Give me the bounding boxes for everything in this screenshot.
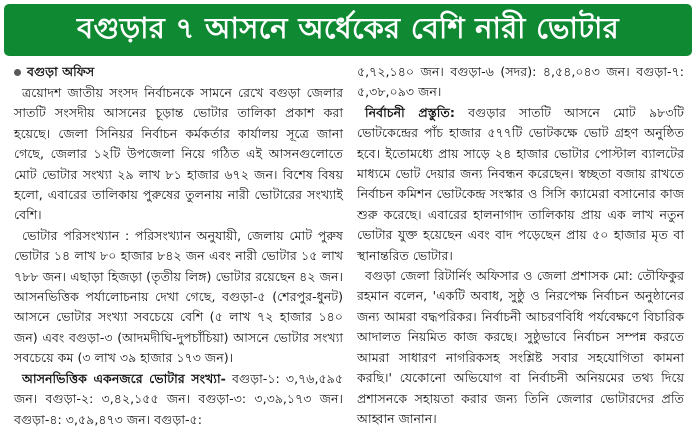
paragraph-intro: ত্রয়োদশ জাতীয় সংসদ নির্বাচনকে সামনে রেখে বগুড়া জেলার সাতটি সংসদীয় আসনের চূড়ান্ত ভোটার তালিকা প্রকাশ করা হয়েছে। জেলা সিনিয়র নির্বাচন কর্মকর্তার কার্যালয় সূত্রে জানা গেছে, জেলার ১২টি উপজেলা নিয়ে গঠিত এই আসনগুলোতে মোট ভোটার সংখ্যা ২৯ লাখ ৮১ হাজার ৬৭২ জন। বিশেষ বিষয় হলো, এবারের তালিকায় পুরুষের তুলনায় নারী ভোটারের সংখ্যাই বেশি।: [14, 85, 343, 223]
article-column-right: [357, 62, 684, 429]
paragraph-seat-wise-continued: ৫,৭২,১৪০ জন। বগুড়া-৬ (সদর): ৪,৫৪,০৪৩ জন। বগুড়া-৭: ৫,৩৮,০৯৩ জন।: [357, 64, 684, 100]
article-column-left: [14, 62, 343, 430]
paragraph-election-preparation: [357, 103, 684, 266]
paragraph-seat-wise: [14, 369, 343, 430]
seat-wise-body: বগুড়া-১: ৩,৭৬,৫৯৫ জন। বগুড়া-২: ৩,৪২,১৫৫ জন। বগুড়া-৩: ৩,৩৯,১৭৩ জন। বগুড়া-৪: ৩,৫৯,৪৭৩ জন। বগুড়া-৫:: [14, 370, 343, 427]
preparation-body: বগুড়ার সাতটি আসনে মোট ৯৮৩টি ভোটকেন্দ্রের পাঁচ হাজার ৫৭৭টি ভোটকক্ষে ভোট গ্রহণ অনুষ্ঠিত হবে। ইতোমধ্যে প্রায় সাড়ে ২৪ হাজার ভোটার পোস্টাল ব্যালটের মাধ্যমে ভোট দেয়ার জন্য নিবন্ধন করেছেন। স্বচ্ছতা বজায় রাখতে নির্বাচন কমিশন ভোটকেন্দ্র সংস্কার ও সিসি ক্যামেরা বসানোর কাজ শুরু করেছে। এবারের হালনাগাদ তালিকায় প্রায় এক লাখ নতুন ভোটার যুক্ত হয়েছেন এবং বাদ পড়েছেন প্রায় ৫০ হাজার মৃত বা স্থানান্তরিত ভোটার।: [357, 104, 684, 263]
byline: [14, 62, 343, 82]
preparation-lead: নির্বাচনী প্রস্তুতি:: [365, 104, 455, 120]
bullet-dot-icon: [14, 69, 21, 76]
headline-banner: [4, 4, 692, 56]
headline-text: বগুড়ার ৭ আসনে অর্ধেকের বেশি নারী ভোটার: [77, 10, 619, 45]
byline-text: বগুড়া অফিস: [27, 64, 95, 79]
paragraph-returning-officer-quote: বগুড়া জেলা রিটার্নিং অফিসার ও জেলা প্রশাসক মো: তৌফিকুর রহমান বলেন, 'একটি অবাধ, সুষ্ঠু ও নিরপেক্ষ নির্বাচন অনুষ্ঠানের জন্য আমরা বদ্ধপরিকর। নির্বাচনী আচরণবিধি পর্যবেক্ষণে বিচারিক আদালত নিয়মিত কাজ করছে। সুষ্ঠুভাবে নির্বাচন সম্পন্ন করতে আমরা সাধারণ নাগরিকসহ সংশ্লিষ্ট সবার সহযোগিতা কামনা করছি।' যেকোনো অভিযোগ বা নির্বাচনী অনিয়মের তথ্য দিয়ে প্রশাসনকে সহায়তা করার জন্য তিনি জেলার ভোটারদের প্রতি আহ্বান জানান।: [357, 268, 684, 426]
paragraph-voter-statistics: ভোটার পরিসংখ্যান : পরিসংখ্যান অনুযায়ী, জেলায় মোট পুরুষ ভোটার ১৪ লাখ ৮০ হাজার ৮৪২ জন এবং নারী ভোটার ১৫ লাখ ৭৮৮ জন। এছাড়া হিজড়া (তৃতীয় লিঙ্গ) ভোটার রয়েছেন ৪২ জন। আসনভিত্তিক পর্যালোচনায় দেখা গেছে, বগুড়া-৫ (শেরপুর-ধুনট) আসনে ভোটার সংখ্যা সবচেয়ে বেশি (৫ লাখ ৭২ হাজার ১৪০ জন) এবং বগুড়া-৩ (আদমদীঘি-দুপচাঁচিয়া) আসনে ভোটার সংখ্যা সবচেয়ে কম (৩ লাখ ৩৯ হাজার ১৭৩ জন)।: [14, 227, 343, 366]
seat-wise-lead: আসনভিত্তিক একনজরে ভোটার সংখ্যা-: [22, 370, 226, 386]
